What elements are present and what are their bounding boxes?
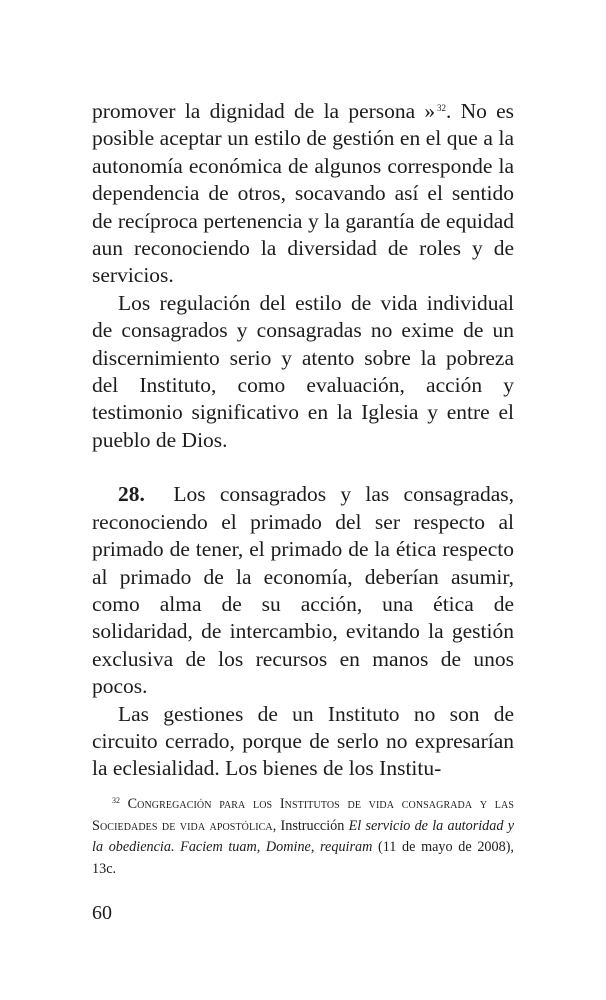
footnote-reference[interactable]: 32 [436, 103, 446, 113]
footnote [92, 794, 514, 880]
paragraph-28 [92, 481, 514, 700]
paragraph-1 [92, 98, 514, 290]
section-number: 28. [118, 482, 145, 507]
page-body [92, 98, 514, 783]
paragraph-2: Los regulación del estilo de vida individual de consagrados y consagradas no exime de un discernimiento serio y atento sobre la pobreza del Instituto, como evaluación, acción y testimonio significativo en la Iglesia y entre el pueblo de Dios. [92, 290, 514, 452]
section-spacer [92, 454, 514, 481]
footnote-date: (11 de mayo de 2008), 13c. [92, 839, 514, 877]
paragraph-1-after-ref: . No es posible aceptar un estilo de gestión en el que a la autonomía económica de algunos corresponde la dependencia de otros, socavando así el sentido de recíproca pertenencia y la garantía de equidad aun reconociendo la diversidad de roles y de servicios. [92, 99, 514, 288]
footnote-number: 32 [112, 796, 120, 805]
page-number: 60 [92, 902, 112, 924]
paragraph-28-text: Los consagrados y las consagradas, reconociendo el primado del ser respecto al primado de tener, el primado de la ética respecto al primado de la economía, deberían asumir, como alma de su acción, una ética de solidaridad, de intercambio, evitando la gestión exclusiva de los recursos en manos de unos pocos. [92, 482, 514, 699]
paragraph-1-before-ref: promover la dignidad de la persona » [92, 99, 436, 123]
paragraph-4: Las gestiones de un Instituto no son de circuito cerrado, porque de serlo no expresarían la eclesialidad. Los bienes de los Institu- [92, 701, 514, 781]
footnote-title: El servicio de la autoridad y la obediencia. Faciem tuam, Domine, requiram [92, 817, 514, 855]
footnote-organization: Congregación para los Institutos de vida consagrada y las Sociedades de vida apostólica [92, 796, 514, 834]
footnote-doc-type: , Instrucción [272, 817, 349, 834]
